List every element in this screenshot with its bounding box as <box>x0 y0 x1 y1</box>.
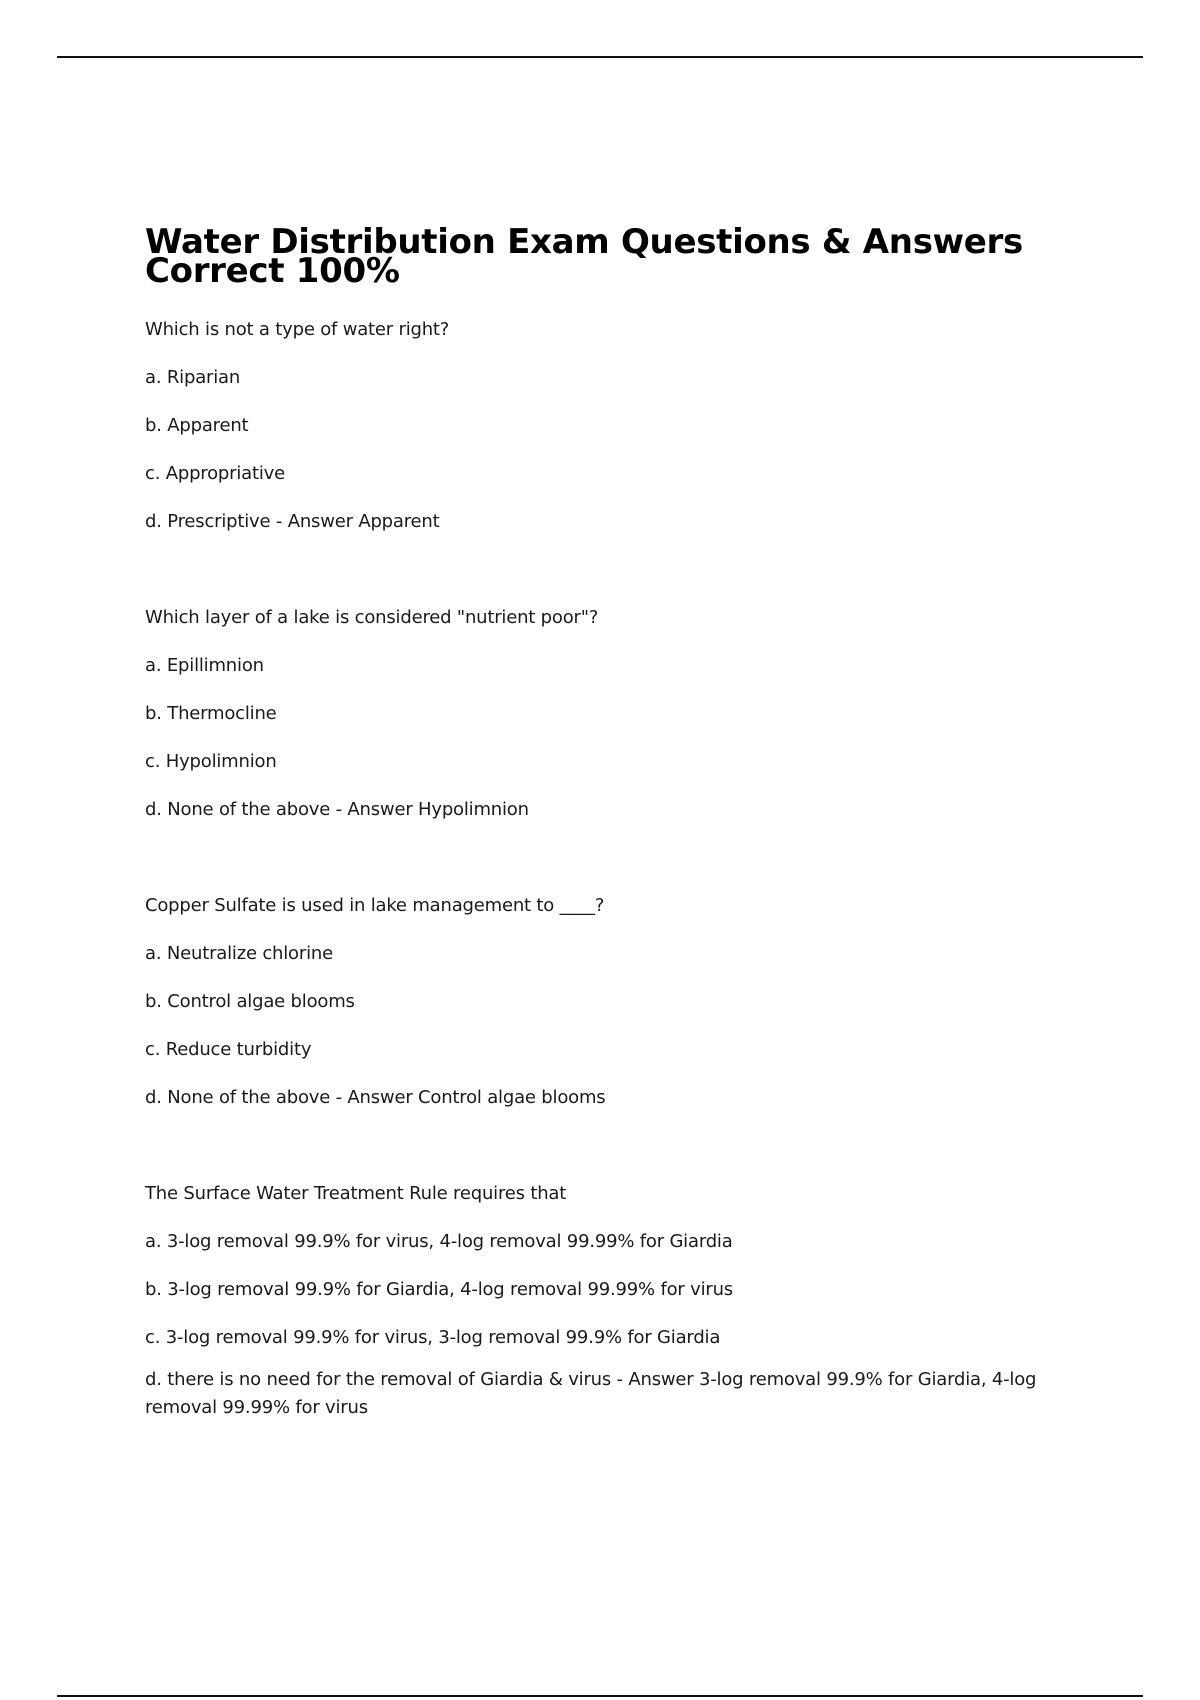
answer-option: c. Reduce turbidity <box>145 1039 312 1060</box>
answer-option: a. 3-log removal 99.9% for virus, 4-log removal 99.99% for Giardia <box>145 1231 733 1252</box>
question-block <box>145 892 1070 1112</box>
question-prompt: Copper Sulfate is used in lake management to ____? <box>145 895 605 916</box>
document-body <box>145 222 1070 1422</box>
answer-option: b. 3-log removal 99.9% for Giardia, 4-log removal 99.99% for virus <box>145 1279 733 1300</box>
top-rule <box>57 56 1143 58</box>
question-prompt: The Surface Water Treatment Rule requires that <box>145 1183 567 1204</box>
answer-option: d. None of the above - Answer Control algae blooms <box>145 1087 606 1108</box>
question-block <box>145 604 1070 824</box>
answer-option: a. Neutralize chlorine <box>145 943 333 964</box>
question-block <box>145 1180 1070 1422</box>
answer-option: c. Hypolimnion <box>145 751 277 772</box>
answer-option: c. Appropriative <box>145 463 285 484</box>
answer-option: b. Control algae blooms <box>145 991 355 1012</box>
answer-option: d. Prescriptive - Answer Apparent <box>145 511 440 532</box>
question-prompt: Which layer of a lake is considered "nutrient poor"? <box>145 607 599 628</box>
answer-option: d. there is no need for the removal of Giardia & virus - Answer 3-log removal 99.9% for Giardia, 4-log removal 99.99% for virus <box>145 1369 1037 1418</box>
answer-option: a. Epillimnion <box>145 655 264 676</box>
document-title: Water Distribution Exam Questions & Answers Correct 100% <box>145 222 1023 291</box>
answer-option: b. Apparent <box>145 415 249 436</box>
answer-option: b. Thermocline <box>145 703 277 724</box>
question-block <box>145 316 1070 536</box>
answer-option: d. None of the above - Answer Hypolimnion <box>145 799 529 820</box>
bottom-rule <box>57 1695 1143 1697</box>
answer-option: c. 3-log removal 99.9% for virus, 3-log removal 99.9% for Giardia <box>145 1327 721 1348</box>
answer-option: a. Riparian <box>145 367 241 388</box>
question-prompt: Which is not a type of water right? <box>145 319 450 340</box>
